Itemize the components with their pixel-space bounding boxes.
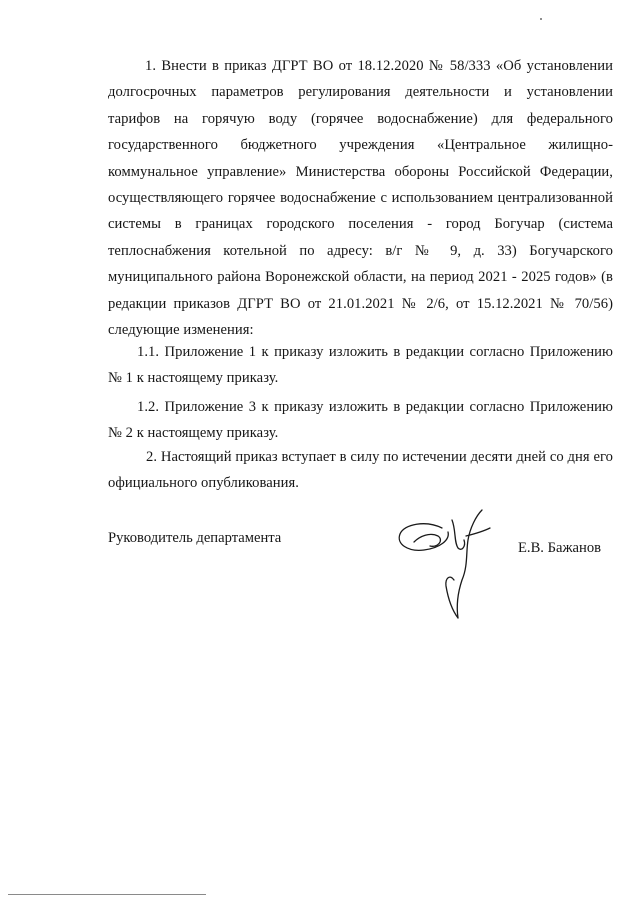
sub-item-1-2: 1.2. Приложение 3 к приказу изложить в редакции согласно Приложению № 2 к настоящему приказу.: [108, 399, 613, 442]
paragraph-1: 1. Внести в приказ ДГРТ ВО от 18.12.2020 № 58/333 «Об установлении долгосрочных параметров регулирования деятельности и установлении тарифов на горячую воду (горячее водоснабжение) для федерального государственного бюджетного учреждения «Центральное жилищно-коммунальное управление» Министерства обороны Российской Федерации, осуществляющего горячее водоснабжение с использованием централизованной системы в границах городского поселения - город Богучар (система теплоснабжения котельной по адресу: в/г № 9, д. 33) Богучарского муниципального района Воронежской области, на период 2021 - 2025 годов» (в редакции приказов ДГРТ ВО от 21.01.2021 № 2/6, от 15.12.2021 № 70/56) следующие изменения:: [108, 58, 613, 339]
sub-item-1-1: 1.1. Приложение 1 к приказу изложить в редакции согласно Приложению № 1 к настоящему приказу.: [108, 344, 613, 387]
paragraph-2: 2. Настоящий приказ вступает в силу по истечении десяти дней со дня его официального опубликования.: [108, 449, 613, 492]
scan-speck: [540, 18, 542, 20]
signer-name: Е.В. Бажанов: [518, 540, 602, 556]
signer-position-title: Руководитель департамента: [108, 530, 282, 546]
handwritten-signature: [396, 506, 508, 622]
bottom-divider: [8, 894, 206, 895]
